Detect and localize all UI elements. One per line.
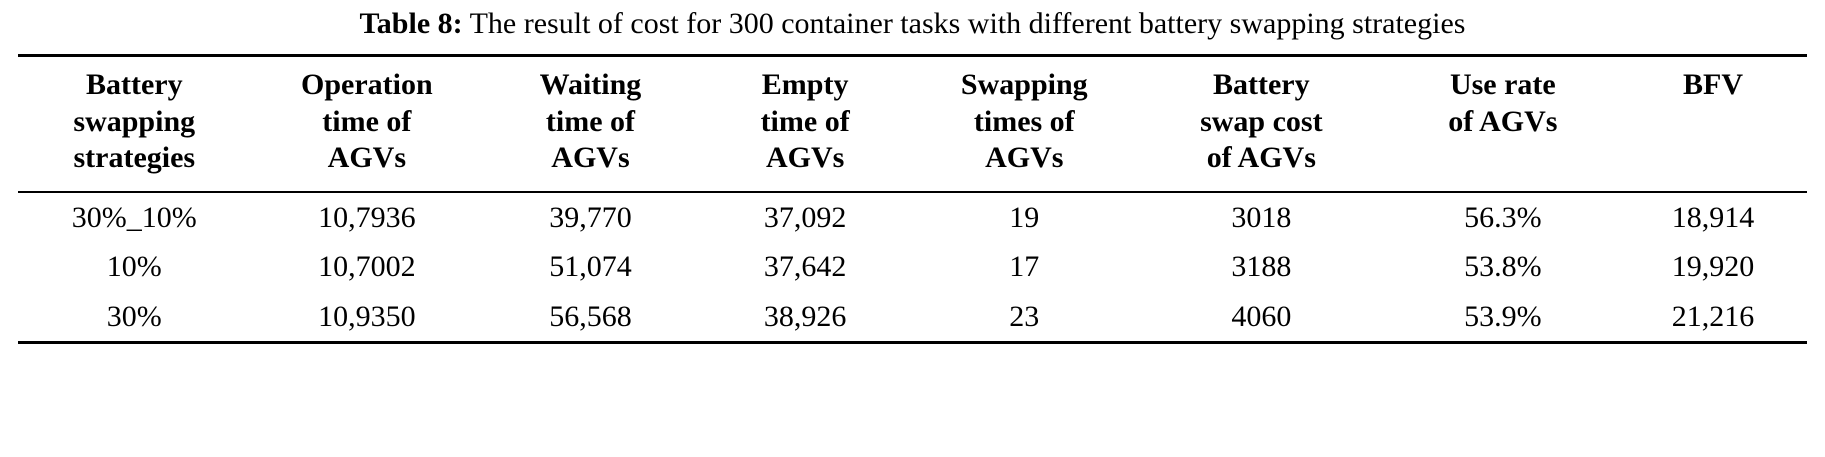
column-header-swapping-times: Swapping times of AGVs (960, 68, 1088, 175)
cell-use-rate: 56.3% (1464, 200, 1542, 234)
cell-strategy: 30% (106, 299, 162, 333)
cell-bfv: 21,216 (1671, 299, 1755, 333)
cell-use-rate: 53.8% (1464, 250, 1542, 284)
cell-empty-time: 38,926 (763, 299, 847, 333)
cell-battery-swap-cost: 3188 (1231, 250, 1292, 284)
cell-swapping-times: 17 (1009, 250, 1040, 284)
column-header-use-rate: Use rate of AGVs (1448, 68, 1558, 138)
table-body (18, 192, 1807, 345)
cell-use-rate: 53.9% (1464, 299, 1542, 333)
cell-bfv: 18,914 (1671, 200, 1755, 234)
table-row (18, 192, 1807, 243)
cell-operation-time: 10,7936 (318, 200, 416, 234)
cell-strategy: 10% (106, 250, 162, 284)
cell-empty-time: 37,642 (763, 250, 847, 284)
cell-bfv: 19,920 (1671, 250, 1755, 284)
column-header-waiting-time: Waiting time of AGVs (539, 68, 642, 175)
table-header (18, 56, 1807, 192)
cell-waiting-time: 39,770 (549, 200, 632, 234)
column-header-bfv: BFV (1683, 68, 1744, 101)
cell-battery-swap-cost: 4060 (1231, 299, 1292, 333)
cell-operation-time: 10,7002 (318, 250, 416, 284)
column-header-battery-swapping-strategies: Battery swapping strategies (73, 68, 196, 175)
column-header-battery-swap-cost: Battery swap cost of AGVs (1200, 68, 1323, 175)
bottom-rule-row (18, 343, 1807, 345)
cell-strategy: 30%_10% (71, 200, 197, 234)
results-table (18, 54, 1807, 344)
cell-waiting-time: 51,074 (549, 250, 632, 284)
table-caption (18, 0, 1807, 54)
cell-empty-time: 37,092 (763, 200, 847, 234)
table-row (18, 242, 1807, 292)
column-header-empty-time: Empty time of AGVs (760, 68, 850, 175)
cell-swapping-times: 19 (1009, 200, 1040, 234)
cell-operation-time: 10,9350 (318, 299, 416, 333)
caption-label: Table 8: (359, 7, 463, 40)
cell-battery-swap-cost: 3018 (1231, 200, 1292, 234)
column-header-operation-time: Operation time of AGVs (301, 68, 433, 175)
bottom-rule (18, 343, 1807, 345)
table-row (18, 292, 1807, 343)
cell-swapping-times: 23 (1009, 299, 1040, 333)
header-row (18, 56, 1807, 192)
cell-waiting-time: 56,568 (549, 299, 632, 333)
caption-text: The result of cost for 300 container tasks with different battery swapping strategies (469, 7, 1466, 40)
